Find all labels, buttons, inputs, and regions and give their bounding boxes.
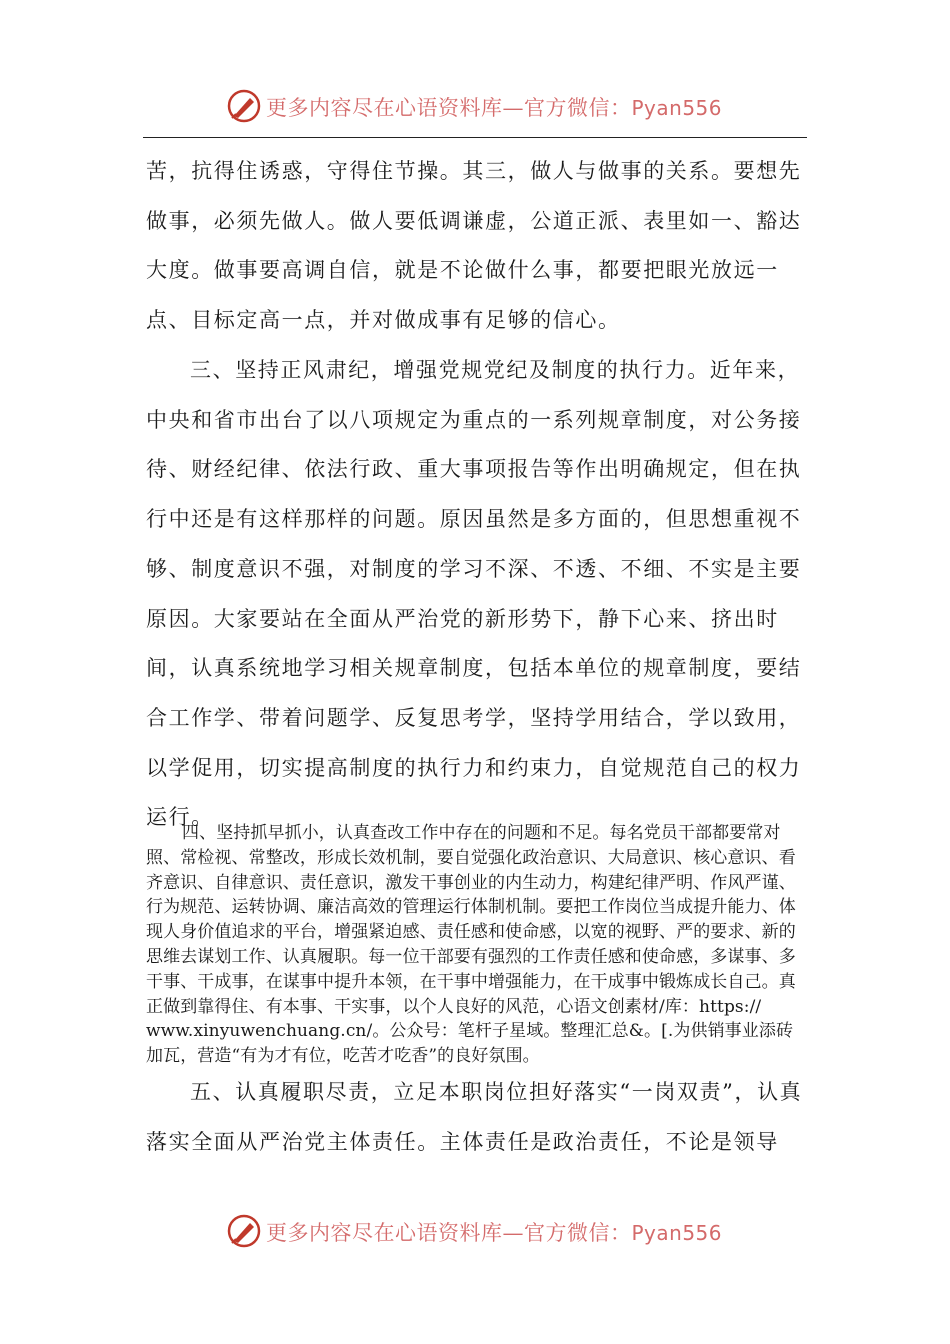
footer-banner: [0, 1211, 950, 1251]
header-banner-text: 更多内容尽在心语资料库—官方微信：Pyan556: [266, 96, 723, 120]
paragraph-2: [146, 346, 806, 843]
header-wechat-id: Pyan556: [631, 96, 723, 120]
header-rule: [143, 137, 807, 138]
paragraph-1: 苦，抗得住诱惑，守得住节操。其三，做人与做事的关系。要想先做事，必须先做人。做人要低调谦虚，公道正派、表里如一、豁达大度。做事要高调自信，就是不论做什么事，都要把眼光放远一点、目标定高一点，并对做成事有足够的信心。: [146, 159, 802, 333]
header-banner: [0, 86, 950, 126]
pen-logo-icon: [226, 1213, 262, 1249]
footer-banner-text: 更多内容尽在心语资料库—官方微信：Pyan556: [266, 1221, 723, 1245]
paragraph-3-text: 四、坚持抓早抓小，认真查改工作中存在的问题和不足。每名党员干部都要常对照、常检视、常整改，形成长效机制，要自觉强化政治意识、大局意识、核心意识、看齐意识、自律意识、责任意识，激发干事创业的内生动力，构建纪律严明、作风严谨、行为规范、运转协调、廉洁高效的管理运行体制机制。要把工作岗位当成提升能力、体现人身价值追求的平台，增强紧迫感、责任感和使命感，以宽的视野、严的要求、新的思维去谋划工作、认真履职。每一位干部要有强烈的工作责任感和使命感，多谋事、多干事、干成事，在谋事中提升本领，在干事中增强能力，在干成事中锻炼成长自己。真正做到靠得住、有本事、干实事，以个人良好的风范，心语文创素材/库：https:// www.xinyuwenchuang.cn/。公众号：笔杆子星域。整理汇总&。[.为供销事业添砖加瓦，营造“有为才有位，吃苦才吃香”的良好氛围。: [146, 823, 796, 1067]
paragraph-4: [146, 1068, 806, 1167]
paragraph-3: [146, 821, 806, 1069]
footer-wechat-id: Pyan556: [631, 1221, 723, 1245]
paragraph-2-text: 三、坚持正风肃纪，增强党规党纪及制度的执行力。近年来，中央和省市出台了以八项规定为重点的一系列规章制度，对公务接待、财经纪律、依法行政、重大事项报告等作出明确规定，但在执行中还是有这样那样的问题。原因虽然是多方面的，但思想重视不够、制度意识不强，对制度的学习不深、不透、不细、不实是主要原因。大家要站在全面从严治党的新形势下，静下心来、挤出时间，认真系统地学习相关规章制度，包括本单位的规章制度，要结合工作学、带着问题学、反复思考学，坚持学用结合，学以致用，以学促用，切实提高制度的执行力和约束力，自觉规范自己的权力运行。: [146, 358, 802, 830]
paragraph-4-text: 五、认真履职尽责，立足本职岗位担好落实“一岗双责”，认真落实全面从严治党主体责任。主体责任是政治责任，不论是领导: [146, 1080, 803, 1154]
pen-logo-icon: [226, 88, 262, 124]
